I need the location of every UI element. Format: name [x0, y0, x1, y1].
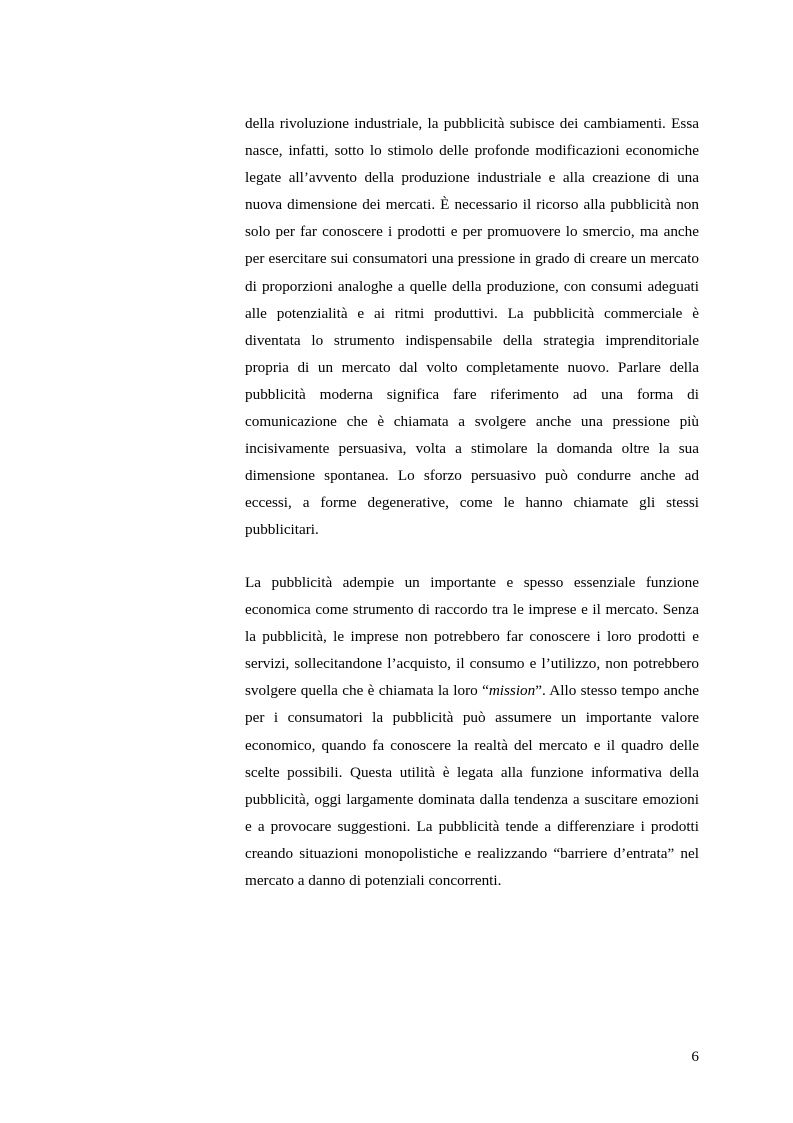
paragraph-advertising-economic-function — [245, 569, 699, 894]
page-number: 6 — [691, 1048, 699, 1065]
italic-term-mission: mission — [488, 682, 536, 700]
paragraph-advertising-history: della rivoluzione industriale, la pubblicità subisce dei cambiamenti. Essa nasce, infatti, sotto lo stimolo delle profonde modificazioni economiche legate all’avvento della produzione industriale e alla creazione di una nuova dimensione dei mercati. È necessario il ricorso alla pubblicità non solo per far conoscere i prodotti e per promuovere lo smercio, ma anche per esercitare sui consumatori una pressione in grado di creare un mercato di proporzioni analoghe a quelle della produzione, con consumi adeguati alle potenzialità e ai ritmi produttivi. La pubblicità commerciale è diventata lo strumento indispensabile della strategia imprenditoriale propria di un mercato dal volto completamente nuovo. Parlare della pubblicità moderna significa fare riferimento ad una forma di comunicazione che è chiamata a svolgere anche una pressione più incisivamente persuasiva, volta a stimolare la domanda oltre la sua dimensione spontanea. Lo sforzo persuasivo può condurre anche ad eccessi, a forme degenerative, come le hanno chiamate gli stessi pubblicitari. — [245, 115, 699, 539]
paragraph-text-after-italic: ”. Allo stesso tempo anche per i consumatori la pubblicità può assumere un importante valore economico, quando fa conoscere la realtà del mercato e il quadro delle scelte possibili. Questa utilità è legata alla funzione informativa della pubblicità, oggi largamente dominata dalla tendenza a suscitare emozioni e a provocare suggestioni. La pubblicità tende a differenziare i prodotti creando situazioni monopolistiche e realizzando “barriere d’entrata” nel mercato a danno di potenziali concorrenti. — [245, 682, 699, 890]
paragraph-text-before-italic: La pubblicità adempie un importante e spesso essenziale funzione economica come strumento di raccordo tra le imprese e il mercato. Senza la pubblicità, le imprese non potrebbero far conoscere i loro prodotti e servizi, sollecitandone l’acquisto, il consumo e l’utilizzo, non potrebbero svolgere quella che è chiamata la loro “ — [245, 574, 699, 700]
